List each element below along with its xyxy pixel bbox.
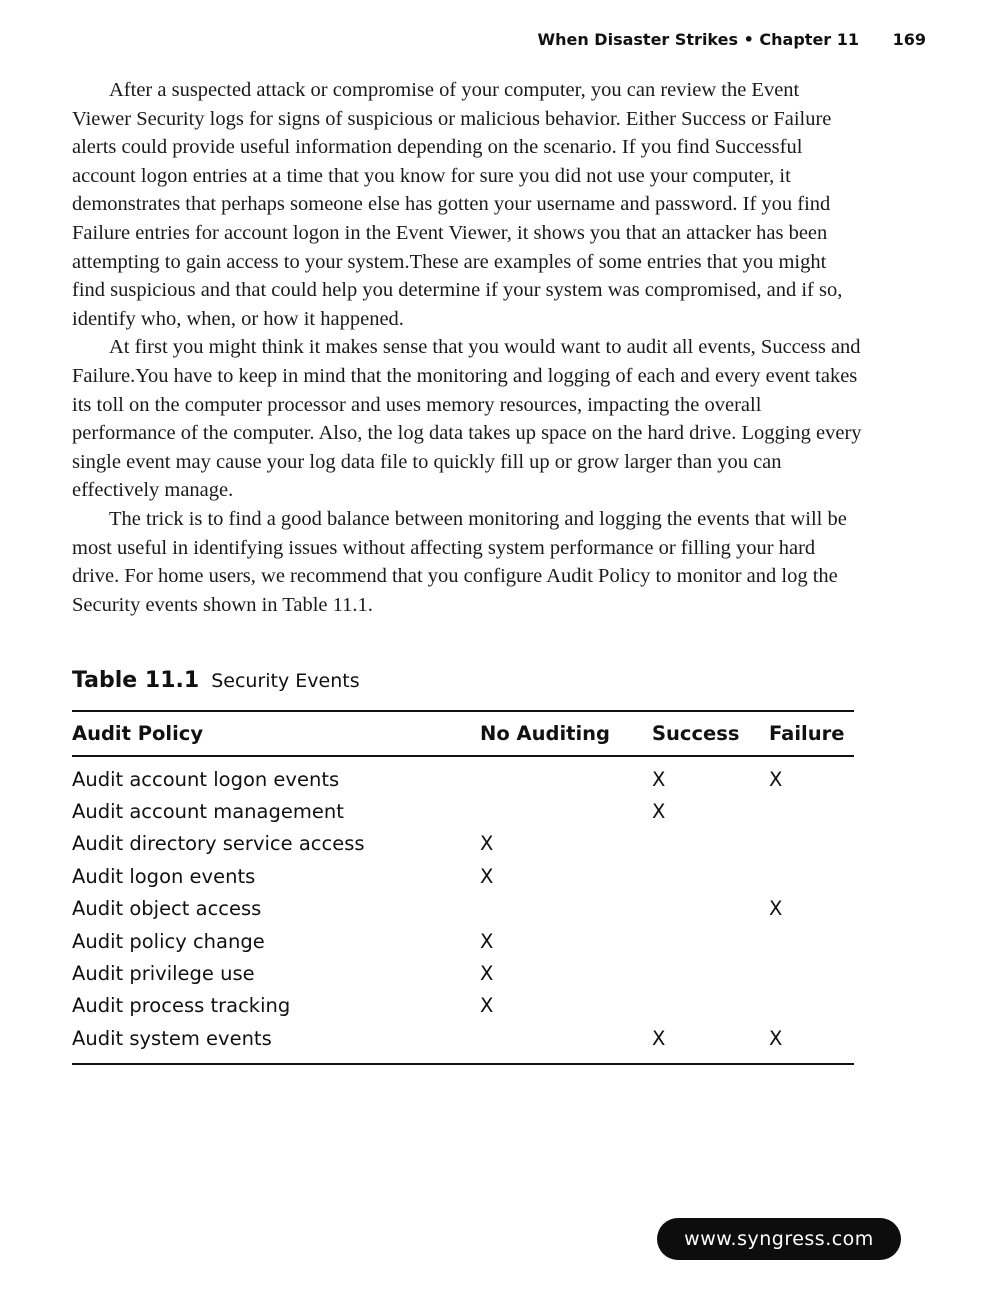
policy-name: Audit privilege use (72, 962, 255, 986)
table-row (72, 893, 854, 925)
paragraph: After a suspected attack or compromise of your computer, you can review the Event Viewer Security logs for signs of suspicious or malicious behavior. Either Success or Failure alerts could provide useful information depending on the scenario. If you find Successful account logon entries at a time that you know for sure you did not use your computer, it demonstrates that perhaps someone else has gotten your username and password. If you find Failure entries for account logon in the Event Viewer, it shows you that an attacker has been attempting to gain access to your system.These are examples of some entries that you might find suspicious and that could help you determine if your system was compromised, and if so, identify who, when, or how it happened. (72, 79, 843, 330)
failure-mark (769, 795, 854, 827)
no-auditing-mark: X (480, 962, 494, 986)
header-success: Success (652, 711, 769, 756)
table-row (72, 828, 854, 860)
failure-mark (769, 990, 854, 1022)
failure-mark (769, 957, 854, 989)
bullet-separator: • (743, 30, 754, 49)
success-mark (652, 893, 769, 925)
success-mark (652, 828, 769, 860)
failure-mark: X (769, 1026, 783, 1050)
policy-name: Audit system events (72, 1026, 272, 1050)
chapter-title: When Disaster Strikes (537, 30, 739, 49)
failure-mark: X (769, 767, 783, 791)
paragraph: At first you might think it makes sense that you would want to audit all events, Success and Failure.You have to keep in mind that the monitoring and logging of each and every event takes its toll on the computer processor and uses memory resources, impacting the overall performance of the computer. Also, the log data takes up space on the hard drive. Logging every single event may cause your log data file to quickly fill up or grow larger than you can effectively manage. (72, 336, 862, 502)
success-mark (652, 860, 769, 892)
policy-name: Audit policy change (72, 929, 265, 953)
publisher-url-badge: www.syngress.com (657, 1218, 901, 1260)
body-text (72, 76, 862, 619)
table-header-row (72, 711, 854, 756)
no-auditing-mark: X (480, 864, 494, 888)
header-no-auditing: No Auditing (480, 711, 652, 756)
no-auditing-mark (480, 1022, 652, 1063)
policy-name: Audit logon events (72, 864, 256, 888)
policy-name: Audit account logon events (72, 767, 340, 791)
policy-name: Audit object access (72, 897, 262, 921)
no-auditing-mark (480, 795, 652, 827)
no-auditing-mark (480, 893, 652, 925)
failure-mark (769, 860, 854, 892)
table-row (72, 756, 854, 795)
no-auditing-mark: X (480, 832, 494, 856)
page-number: 169 (892, 30, 926, 49)
security-events-table (72, 710, 854, 1065)
no-auditing-mark: X (480, 929, 494, 953)
success-mark: X (652, 1026, 666, 1050)
table-row (72, 990, 854, 1022)
table-row (72, 957, 854, 989)
no-auditing-mark (480, 756, 652, 795)
success-mark (652, 990, 769, 1022)
failure-mark (769, 828, 854, 860)
table-row (72, 925, 854, 957)
table-row (72, 860, 854, 892)
table-caption (72, 668, 360, 693)
success-mark: X (652, 767, 666, 791)
no-auditing-mark: X (480, 994, 494, 1018)
paragraph: The trick is to find a good balance between monitoring and logging the events that will be most useful in identifying issues without affecting system performance or filling your hard drive. For home users, we recommend that you configure Audit Policy to monitor and log the Security events shown in Table 11.1. (72, 507, 847, 616)
table-caption-title: Security Events (211, 670, 360, 692)
running-head (537, 30, 926, 49)
success-mark (652, 925, 769, 957)
failure-mark (769, 925, 854, 957)
failure-mark: X (769, 897, 783, 921)
table-row (72, 1022, 854, 1063)
policy-name: Audit process tracking (72, 994, 291, 1018)
chapter-label: Chapter 11 (759, 30, 860, 49)
table-caption-label: Table 11.1 (72, 668, 200, 693)
header-failure: Failure (769, 711, 854, 756)
policy-name: Audit account management (72, 800, 344, 824)
success-mark (652, 957, 769, 989)
header-audit-policy: Audit Policy (72, 711, 480, 756)
policy-name: Audit directory service access (72, 832, 365, 856)
table-row (72, 795, 854, 827)
success-mark: X (652, 800, 666, 824)
